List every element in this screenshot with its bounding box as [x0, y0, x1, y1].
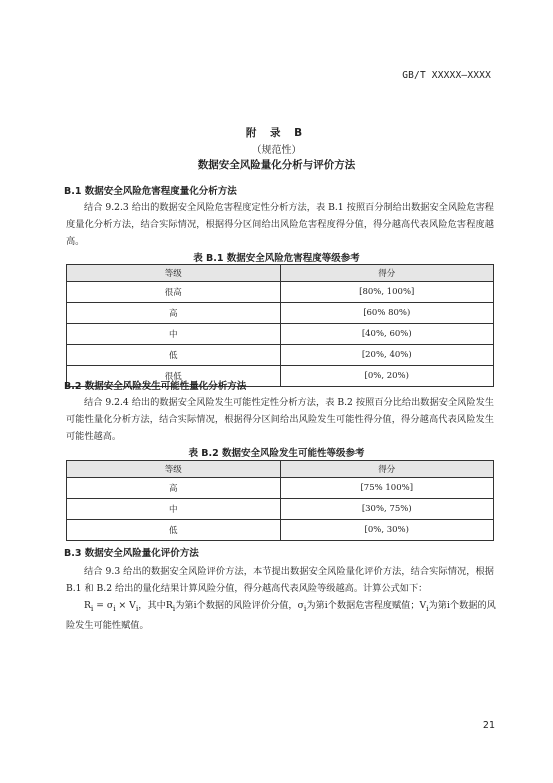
table-b1-caption: 表 B.1 数据安全风险危害程度等级参考 [193, 253, 360, 264]
level-cell: 低 [67, 520, 281, 541]
table-b2-caption: 表 B.2 数据安全风险发生可能性等级参考 [188, 448, 365, 459]
table-header-row [67, 461, 494, 478]
formula-text: 为第i个数据的风险发生可能性赋值。 [66, 600, 496, 631]
table-header-score: 得分 [280, 461, 494, 478]
score-cell: [0%, 30%) [280, 520, 494, 541]
appendix-normative: （规范性） [251, 145, 302, 156]
table-b2 [66, 460, 494, 541]
formula-sub: i [135, 603, 139, 613]
standard-number: GB/T XXXXX—XXXX [402, 70, 491, 81]
score-cell: [20%, 40%) [280, 345, 494, 366]
formula-sub: i [113, 603, 116, 613]
level-cell: 高 [67, 478, 281, 499]
page-number: 21 [482, 720, 495, 731]
table-header-level: 等级 [67, 461, 281, 478]
score-cell: [0%, 20%) [280, 366, 494, 387]
section-b3-heading: B.3 数据安全风险量化评价方法 [64, 548, 199, 559]
table-header-row [67, 265, 494, 282]
section-b2-heading: B.2 数据安全风险发生可能性量化分析方法 [64, 381, 247, 392]
formula-sub: i [172, 603, 176, 613]
score-cell: [80%, 100%] [280, 282, 494, 303]
table-row [67, 303, 494, 324]
level-cell: 高 [67, 303, 281, 324]
table-row [67, 282, 494, 303]
table-row [67, 499, 494, 520]
formula-sub: i [303, 603, 307, 613]
level-cell: 很低 [67, 366, 281, 387]
formula-text: 为第i个数据危害程度赋值；V [306, 600, 427, 611]
level-cell: 中 [67, 324, 281, 345]
formula-eq-lhs: R [84, 600, 91, 611]
section-b2-paragraph: 结合 9.2.4 给出的数据安全风险发生可能性定性分析方法，表 B.2 按照百分比给出数据安全风险发生可能性量化分析方法，结合实际情况，根据得分区间给出风险发生可能性得分值，得分越高代表风险发生可能性越高。 [66, 397, 494, 442]
formula-sub: i [90, 603, 94, 613]
formula-eq-times: × V [115, 600, 136, 611]
table-row [67, 345, 494, 366]
formula-sub: i [426, 603, 429, 613]
table-b1 [66, 264, 494, 387]
score-cell: [30%, 75%) [280, 499, 494, 520]
section-b1-paragraph: 结合 9.2.3 给出的数据安全风险危害程度定性分析方法，表 B.1 按照百分制给出数据安全风险危害程度量化分析方法，结合实际情况，根据得分区间给出风险危害程度得分值，得分越高代表风险危害程度越高。 [66, 202, 494, 247]
formula-text: ，其中R [138, 600, 173, 611]
formula-eq-rhs: = σ [93, 600, 114, 611]
level-cell: 很高 [67, 282, 281, 303]
table-row [67, 478, 494, 499]
level-cell: 中 [67, 499, 281, 520]
level-cell: 低 [67, 345, 281, 366]
score-cell: [75% 100%] [280, 478, 494, 499]
table-header-score: 得分 [280, 265, 494, 282]
risk-formula [66, 597, 496, 634]
score-cell: [60% 80%) [280, 303, 494, 324]
score-cell: [40%, 60%) [280, 324, 494, 345]
appendix-title: 数据安全风险量化分析与评价方法 [197, 159, 356, 171]
appendix-label: 附 录 B [245, 127, 308, 139]
table-row [67, 324, 494, 345]
table-row [67, 520, 494, 541]
section-b1-heading: B.1 数据安全风险危害程度量化分析方法 [64, 186, 237, 197]
section-b3-paragraph: 结合 9.3 给出的数据安全风险评价方法，本节提出数据安全风险量化评价方法，结合实际情况，根据 B.1 和 B.2 给出的量化结果计算风险分值，得分越高代表风险等级越高。计算公式如下： [66, 566, 494, 594]
formula-text: 为第i个数据的风险评价分值，σ [175, 600, 304, 611]
table-header-level: 等级 [67, 265, 281, 282]
